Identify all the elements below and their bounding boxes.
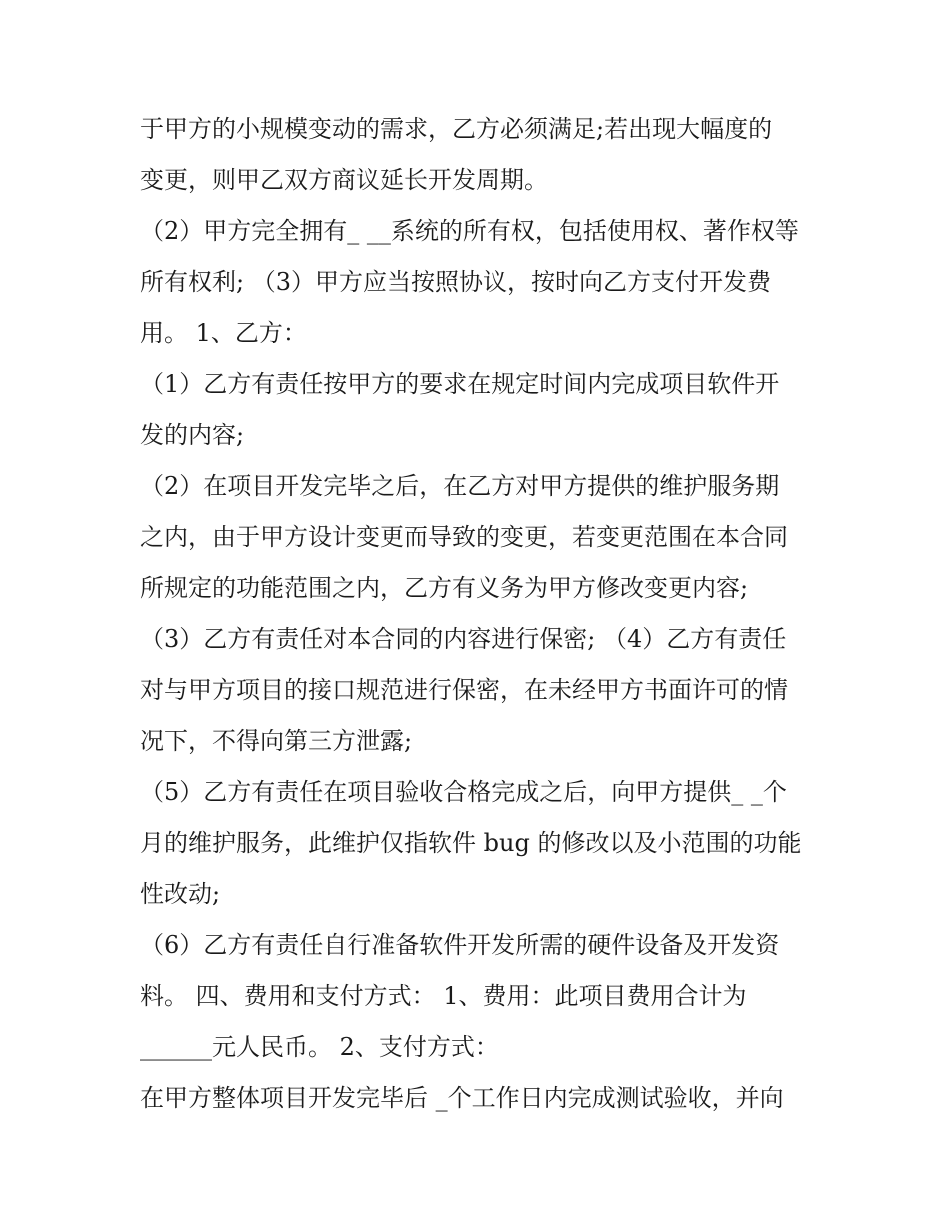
document-body [140,104,820,1124]
text-line-8: （2）在项目开发完毕之后，在乙方对甲方提供的维护服务期 [140,472,780,500]
text-line-20: 在甲方整体项目开发完毕后 _个工作日内完成测试验收，并向 [140,1084,784,1112]
text-line-15: 月的维护服务，此维护仅指软件 bug 的修改以及小范围的功能 [140,829,802,857]
text-line-7: 发的内容; [140,421,245,449]
text-line-14: （5）乙方有责任在项目验收合格完成之后，向甲方提供_ _个 [140,778,787,806]
text-line-10: 所规定的功能范围之内，乙方有义务为甲方修改变更内容; [140,574,749,602]
text-line-16: 性改动; [140,880,221,908]
text-line-1: 于甲方的小规模变动的需求，乙方必须满足;若出现大幅度的 [140,115,773,143]
text-line-12: 对与甲方项目的接口规范进行保密，在未经甲方书面许可的情 [140,676,788,704]
text-line-19: ______元人民币。 2、支付方式： [140,1033,499,1061]
text-line-3: （2）甲方完全拥有_ __系统的所有权，包括使用权、著作权等 [140,217,799,245]
text-line-13: 况下，不得向第三方泄露; [140,727,413,755]
text-line-4: 所有权利; （3）甲方应当按照协议，按时向乙方支付开发费 [140,268,771,296]
text-line-2: 变更，则甲乙双方商议延长开发周期。 [140,166,548,194]
text-line-17: （6）乙方有责任自行准备软件开发所需的硬件设备及开发资 [140,931,780,959]
text-line-6: （1）乙方有责任按甲方的要求在规定时间内完成项目软件开 [140,370,780,398]
text-line-5: 用。 1、乙方： [140,319,307,347]
text-line-11: （3）乙方有责任对本合同的内容进行保密; （4）乙方有责任 [140,625,787,653]
text-line-18: 料。 四、费用和支付方式： 1、费用：此项目费用合计为 [140,982,747,1010]
text-line-9: 之内，由于甲方设计变更而导致的变更，若变更范围在本合同 [140,523,788,551]
